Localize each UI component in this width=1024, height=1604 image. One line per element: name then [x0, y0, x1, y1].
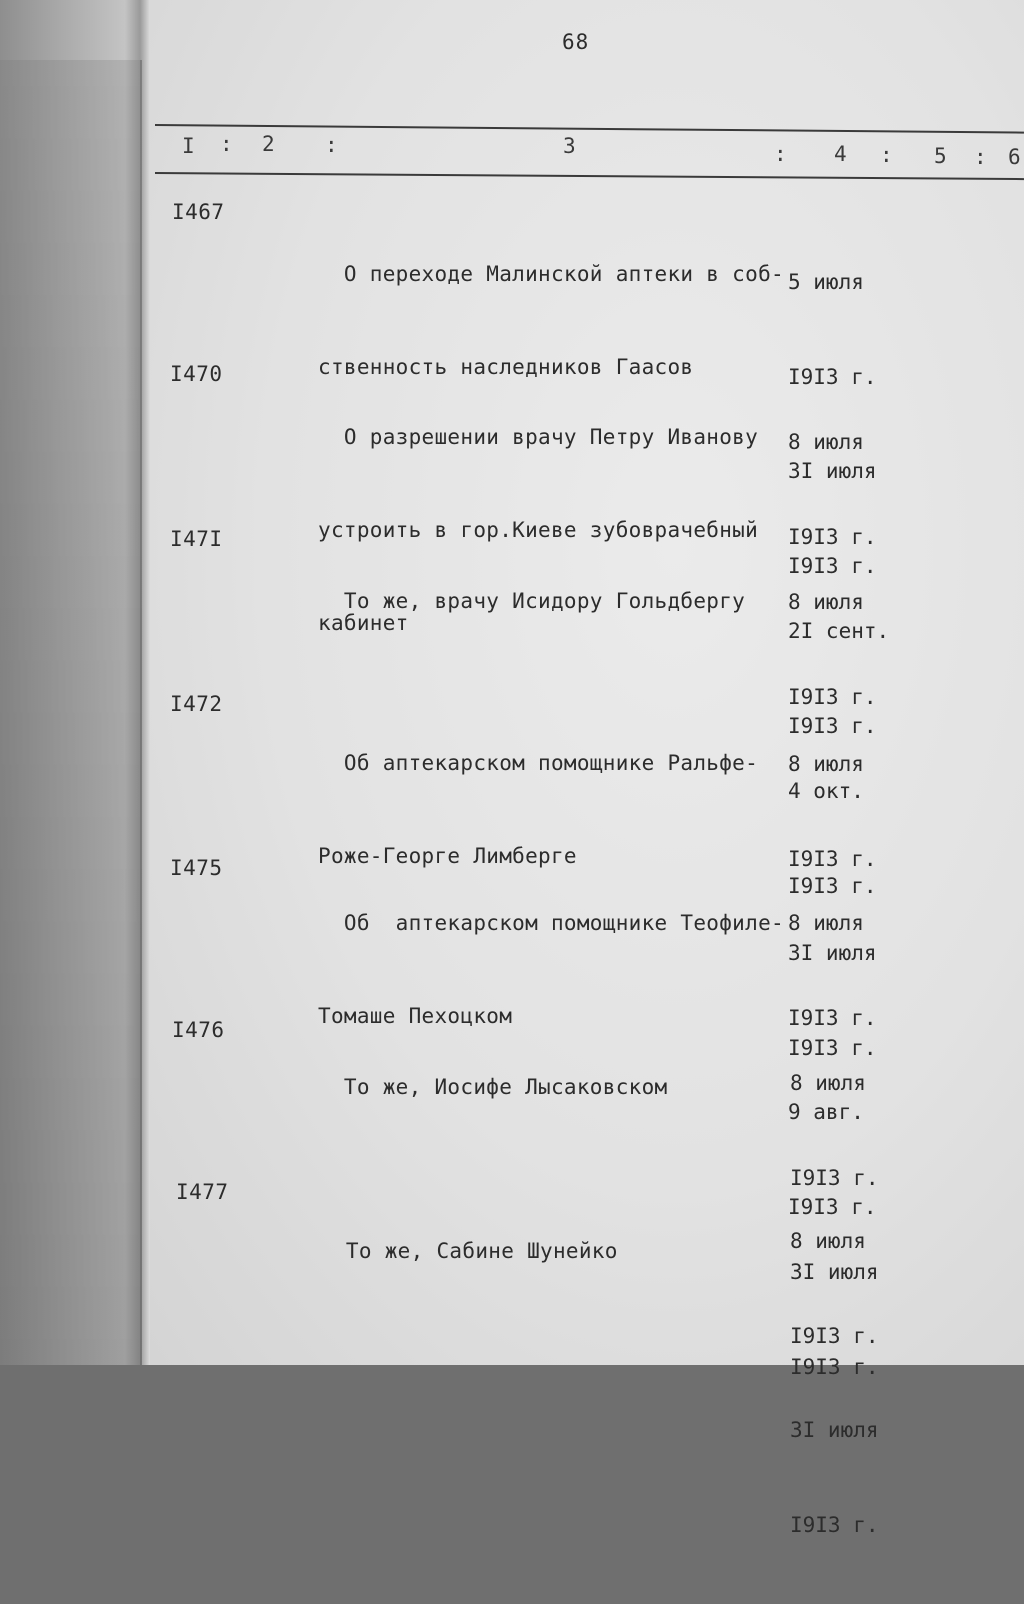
entry-date-line: I9I3 г. — [788, 553, 877, 578]
entry-date-line: 3I июля — [790, 1418, 879, 1442]
column-header-6: 6 — [1008, 145, 1021, 169]
entry-title-line: То же, Сабине Шунейко — [320, 1239, 618, 1263]
entry-date-line: I9I3 г. — [790, 1354, 879, 1379]
entry-date-line: I9I3 г. — [788, 524, 877, 549]
entry-date-line: I9I3 г. — [788, 364, 877, 389]
column-separator: : — [880, 143, 893, 167]
entry-date-line: 9 авг. — [788, 1100, 864, 1124]
entry-title-line: О разрешении врачу Петру Иванову — [318, 425, 759, 449]
entry-title-line: Роже-Георге Лимберге — [318, 844, 577, 868]
entry-title — [318, 1010, 667, 1165]
entry-number: I476 — [172, 1018, 225, 1042]
entry-date-line: 8 июля — [788, 752, 864, 776]
entry-date-line: I9I3 г. — [790, 1323, 879, 1348]
entry-number: I47I — [170, 527, 223, 551]
entry-date-line: I9I3 г. — [788, 1005, 877, 1030]
column-separator: : — [974, 145, 987, 169]
entry-dates — [790, 1163, 879, 1604]
column-header-3: 3 — [563, 134, 576, 158]
entry-date-line: I9I3 г. — [790, 1512, 879, 1537]
column-header-1: I — [182, 134, 195, 158]
entry-date-line: I9I3 г. — [790, 1165, 879, 1190]
entry-title-line: То же, Иосифе Лысаковском — [318, 1075, 668, 1099]
entry-title-line: Об аптекарском помощнике Ральфе- — [318, 751, 759, 775]
entry-title-line: устроить в гор.Киеве зубоврачебный — [318, 518, 759, 542]
entry-date-line: I9I3 г. — [788, 713, 877, 738]
column-separator: : — [325, 133, 338, 157]
entry-title — [318, 524, 745, 679]
entry-date-line: 8 июля — [790, 1229, 866, 1253]
column-separator: : — [220, 132, 233, 156]
entry-date-line: 8 июля — [788, 590, 864, 614]
entry-date-line: I9I3 г. — [788, 873, 877, 898]
entry-date-line: I9I3 г. — [788, 1194, 877, 1219]
entry-date-line: 8 июля — [788, 430, 864, 454]
previous-page-edge — [0, 60, 142, 1365]
page-number: 68 — [562, 30, 590, 54]
entry-date-line: 4 окт. — [788, 779, 864, 803]
entry-date-line: 5 июля — [788, 270, 864, 294]
entry-date-line: 3I июля — [788, 941, 877, 965]
column-header-5: 5 — [934, 144, 947, 168]
entry-date-line: I9I3 г. — [788, 846, 877, 871]
entry-date-line: 2I сент. — [788, 619, 890, 643]
entry-date-line: 8 июля — [788, 911, 864, 935]
entry-date-line: 8 июля — [790, 1071, 866, 1095]
entry-number: I470 — [170, 362, 223, 386]
entry-date-line: 3I июля — [788, 459, 877, 483]
entry-title-line: То же, врачу Исидору Гольдбергу — [318, 589, 746, 613]
entry-title-line: Томаше Пехоцком — [318, 1004, 513, 1028]
column-header-2: 2 — [262, 132, 275, 156]
entry-number: I475 — [170, 856, 223, 880]
entry-title — [320, 1174, 618, 1329]
entry-number: I467 — [172, 200, 225, 224]
entry-date-line: 3I июля — [790, 1260, 879, 1284]
entry-title-line: Об аптекарском помощнике Теофиле- — [318, 911, 784, 935]
entry-number: I472 — [170, 692, 223, 716]
entry-title-line: кабинет — [318, 611, 409, 635]
entry-title-line: ственность наследников Гаасов — [318, 355, 694, 379]
entry-date-line: I9I3 г. — [788, 1035, 877, 1060]
column-separator: : — [774, 142, 787, 166]
entry-date-line: I9I3 г. — [788, 684, 877, 709]
entry-title-line: О переходе Малинской аптеки в соб- — [318, 262, 784, 286]
entry-number: I477 — [176, 1180, 229, 1204]
column-header-4: 4 — [834, 142, 847, 166]
